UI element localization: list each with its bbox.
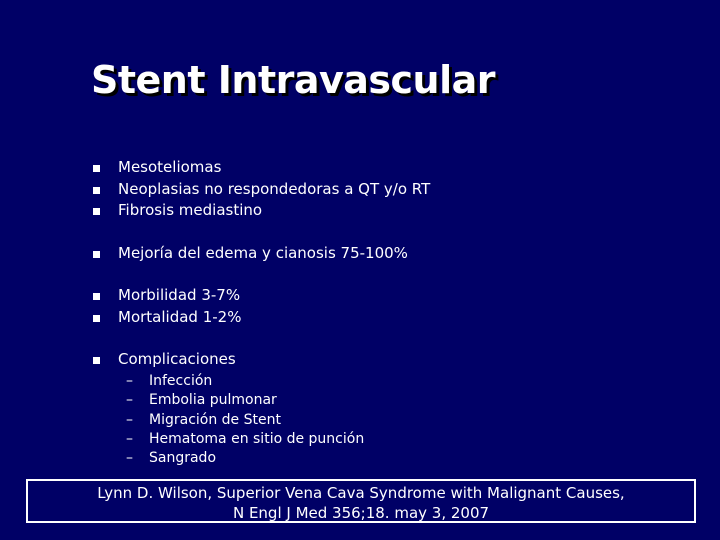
sub-bullet-item: [126, 391, 626, 410]
bullet-text: Mejoría del edema y cianosis 75-100%: [118, 243, 408, 262]
square-bullet-icon: [93, 208, 100, 215]
square-bullet-icon: [93, 293, 100, 300]
square-bullet-icon: [93, 187, 100, 194]
bullet-list: [92, 157, 692, 371]
dash-bullet-icon: –: [126, 411, 133, 428]
sub-bullet-item: [126, 430, 626, 449]
square-bullet-icon: [93, 315, 100, 322]
sub-bullet-item: [126, 449, 626, 468]
citation-box: [26, 479, 696, 523]
dash-bullet-icon: –: [126, 430, 133, 447]
sub-bullet-text: Embolia pulmonar: [149, 392, 277, 409]
slide-title: Stent Intravascular: [91, 58, 496, 102]
square-bullet-icon: [93, 251, 100, 258]
sub-bullet-item: [126, 411, 626, 430]
bullet-item: [92, 285, 692, 307]
sub-bullet-text: Infección: [149, 373, 213, 389]
dash-bullet-icon: –: [126, 392, 133, 409]
bullet-item: [92, 179, 692, 201]
citation-line-2: N Engl J Med 356;18. may 3, 2007: [232, 504, 490, 522]
sub-bullet-list: [126, 372, 626, 468]
dash-bullet-icon: –: [126, 373, 133, 389]
citation-line-1: Lynn D. Wilson, Superior Vena Cava Syndrome with Malignant Causes,: [97, 484, 625, 502]
bullet-item: [92, 349, 692, 371]
bullet-text: Neoplasias no respondedoras a QT y/o RT: [118, 179, 431, 198]
bullet-text: Morbilidad 3-7%: [118, 286, 241, 304]
bullet-text: Mesoteliomas: [118, 158, 222, 176]
bullet-text: Mortalidad 1-2%: [118, 307, 242, 326]
dash-bullet-icon: –: [126, 450, 133, 467]
bullet-item: [92, 307, 692, 329]
sub-bullet-text: Migración de Stent: [149, 411, 281, 428]
bullet-text: Fibrosis mediastino: [118, 201, 263, 219]
bullet-text: Complicaciones: [118, 350, 236, 368]
sub-bullet-item: [126, 372, 626, 391]
square-bullet-icon: [93, 165, 100, 172]
sub-bullet-text: Hematoma en sitio de punción: [149, 430, 365, 447]
bullet-item: [92, 243, 692, 265]
square-bullet-icon: [93, 357, 100, 364]
bullet-item: [92, 200, 692, 222]
bullet-item: [92, 157, 692, 179]
sub-bullet-text: Sangrado: [149, 450, 217, 467]
